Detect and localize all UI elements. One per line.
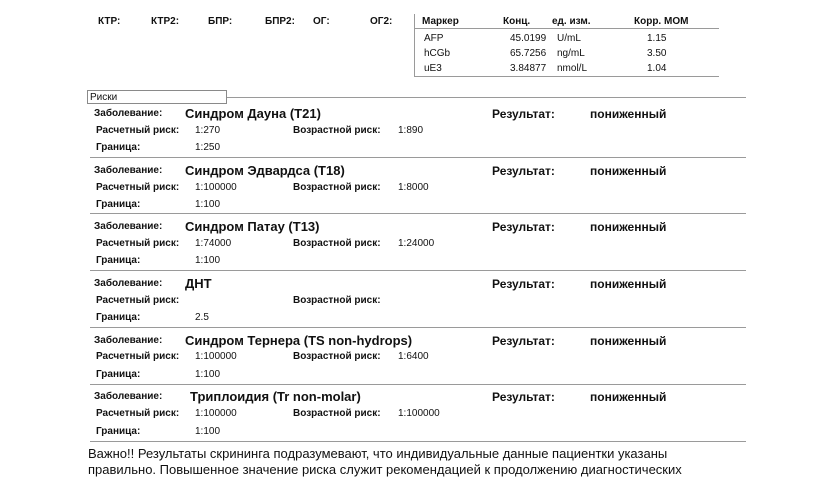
age-risk-label: Возрастной риск: (293, 125, 381, 136)
cutoff-value: 1:250 (195, 142, 221, 153)
result-value: пониженный (590, 164, 667, 178)
marker-conc: 65.7256 (510, 48, 547, 59)
age-risk-label: Возрастной риск: (293, 295, 381, 306)
marker-table-header-divider (414, 28, 719, 29)
disease-name: Синдром Патау (T13) (185, 219, 320, 234)
risk-divider (90, 441, 746, 442)
disease-label: Заболевание: (94, 278, 163, 289)
marker-unit: nmol/L (557, 63, 588, 74)
marker-unit: U/mL (557, 33, 581, 44)
age-risk-value: 1:100000 (398, 408, 440, 419)
cutoff-label: Граница: (96, 255, 141, 266)
header-field-ktr: КТР: (98, 16, 121, 27)
risk-divider (90, 270, 746, 271)
disease-label: Заболевание: (94, 335, 163, 346)
calc-risk-value: 1:100000 (195, 351, 237, 362)
marker-conc: 3.84877 (510, 63, 547, 74)
marker-table-left-border (414, 14, 415, 76)
header-field-bpr: БПР: (208, 16, 233, 27)
result-value: пониженный (590, 334, 667, 348)
calc-risk-label: Расчетный риск: (96, 182, 180, 193)
calc-risk-value: 1:100000 (195, 408, 237, 419)
result-value: пониженный (590, 220, 667, 234)
calc-risk-value: 1:74000 (195, 238, 232, 249)
cutoff-label: Граница: (96, 426, 141, 437)
disease-label: Заболевание: (94, 165, 163, 176)
header-field-ktr2: КТР2: (151, 16, 180, 27)
age-risk-label: Возрастной риск: (293, 408, 381, 419)
age-risk-value: 1:8000 (398, 182, 429, 193)
marker-mom: 3.50 (647, 48, 667, 59)
header-field-bpr2: БПР2: (265, 16, 295, 27)
unit-col-header: ед. изм. (552, 16, 591, 27)
calc-risk-value: 1:100000 (195, 182, 237, 193)
disease-label: Заболевание: (94, 108, 163, 119)
calc-risk-label: Расчетный риск: (96, 125, 180, 136)
age-risk-value: 1:6400 (398, 351, 429, 362)
result-label: Результат: (492, 107, 555, 121)
age-risk-value: 1:890 (398, 125, 424, 136)
marker-name: hCGb (424, 48, 451, 59)
risk-divider (90, 213, 746, 214)
cutoff-value: 1:100 (195, 426, 221, 437)
risks-section-label: Риски (87, 90, 227, 104)
marker-col-header: Маркер (422, 16, 459, 27)
result-label: Результат: (492, 164, 555, 178)
marker-unit: ng/mL (557, 48, 585, 59)
result-value: пониженный (590, 277, 667, 291)
result-value: пониженный (590, 390, 667, 404)
cutoff-value: 1:100 (195, 369, 221, 380)
risk-divider (90, 384, 746, 385)
age-risk-value: 1:24000 (398, 238, 435, 249)
calc-risk-label: Расчетный риск: (96, 295, 180, 306)
result-label: Результат: (492, 220, 555, 234)
cutoff-value: 1:100 (195, 199, 221, 210)
risk-divider (90, 327, 746, 328)
marker-mom: 1.15 (647, 33, 667, 44)
age-risk-label: Возрастной риск: (293, 238, 381, 249)
age-risk-label: Возрастной риск: (293, 182, 381, 193)
cutoff-label: Граница: (96, 199, 141, 210)
mom-col-header: Корр. МОМ (634, 16, 689, 27)
disease-label: Заболевание: (94, 221, 163, 232)
marker-conc: 45.0199 (510, 33, 547, 44)
calc-risk-label: Расчетный риск: (96, 238, 180, 249)
marker-name: uE3 (424, 63, 442, 74)
note-line-2: правильно. Повышенное значение риска служит рекомендацией к продолжению диагностических (88, 462, 682, 477)
result-label: Результат: (492, 390, 555, 404)
marker-table-bottom-border (414, 76, 719, 77)
disease-name: Синдром Тернера (TS non-hydrops) (185, 333, 413, 348)
cutoff-label: Граница: (96, 312, 141, 323)
note-line-1: Важно!! Результаты скрининга подразумевают, что индивидуальные данные пациентки указаны (88, 446, 668, 461)
header-field-og2: ОГ2: (370, 16, 393, 27)
calc-risk-value: 1:270 (195, 125, 221, 136)
risks-frame-top (226, 97, 746, 98)
disease-name: Синдром Дауна (T21) (185, 106, 321, 121)
disease-name: Синдром Эдвардса (T18) (185, 163, 345, 178)
calc-risk-label: Расчетный риск: (96, 351, 180, 362)
cutoff-label: Граница: (96, 369, 141, 380)
cutoff-value: 1:100 (195, 255, 221, 266)
disease-label: Заболевание: (94, 391, 163, 402)
conc-col-header: Конц. (503, 16, 531, 27)
result-label: Результат: (492, 334, 555, 348)
marker-mom: 1.04 (647, 63, 667, 74)
result-value: пониженный (590, 107, 667, 121)
calc-risk-label: Расчетный риск: (96, 408, 180, 419)
cutoff-label: Граница: (96, 142, 141, 153)
header-field-og: ОГ: (313, 16, 330, 27)
age-risk-label: Возрастной риск: (293, 351, 381, 362)
risk-divider (90, 157, 746, 158)
result-label: Результат: (492, 277, 555, 291)
disease-name: Триплоидия (Tr non-molar) (190, 389, 361, 404)
marker-name: AFP (424, 33, 444, 44)
cutoff-value: 2.5 (195, 312, 209, 323)
disease-name: ДНТ (185, 276, 212, 291)
